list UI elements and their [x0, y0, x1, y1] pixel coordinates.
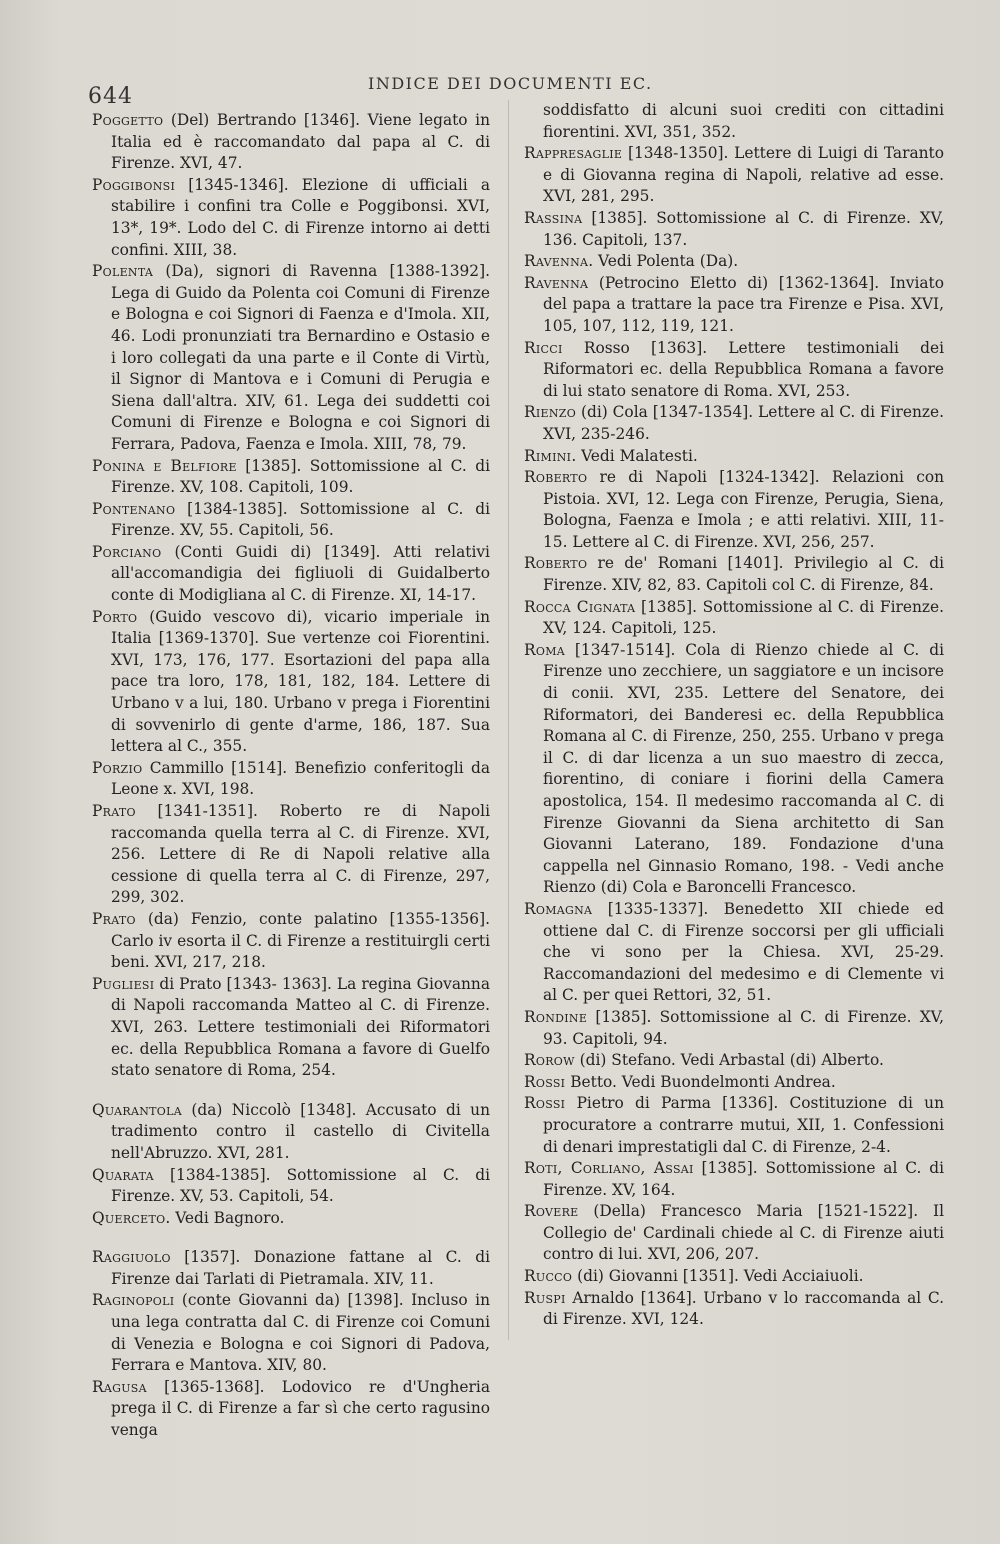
- entry-text: (Petrocino Eletto di) [1362-1364]. Inviato del papa a trattare la pace tra Firenze e Pisa. XVI, 105, 107, 112, 119, 121.: [543, 273, 944, 335]
- entry-headword: Porciano: [92, 542, 162, 561]
- entry-headword: Ravenna: [524, 273, 589, 292]
- entry-text: [1347-1514]. Cola di Rienzo chiede al C. di Firenze uno zecchiere, un saggiatore e un incisore di conii. XVI, 235. Lettere del Senatore, dei Riformatori, dei Banderesi ec. della Repubblica Romana al C. di Firenze, 250, 255. Urbano v prega il C. di dar licenza a un suo maestro di zecca, fiorentino, di coniare i fiorini della Camera apostolica, 154. Il medesimo raccomanda al C. di Firenze Giovanni da Siena architetto di San Giovanni Laterano, 189. Fondazione d'una cappella nel Ginnasio Romano, 198. - Vedi anche Rienzo (di) Cola e Baroncelli Francesco.: [543, 640, 944, 897]
- index-entry: [524, 1093, 944, 1158]
- entry-text: [1341-1351]. Roberto re di Napoli raccomanda quella terra al C. di Firenze. XVI, 256. Lettere di Re di Napoli relative alla cessione di quella terra al C. di Firenze, 297, 299, 302.: [111, 802, 490, 907]
- entry-headword: Roberto: [524, 468, 588, 487]
- entry-headword: Rassina: [524, 208, 583, 227]
- entry-headword: Raginopoli: [92, 1291, 175, 1310]
- index-entry: [524, 1072, 944, 1094]
- index-entry: [524, 208, 944, 251]
- entry-text: (da) Niccolò [1348]. Accusato di un tradimento contro il castello di Civitella nell'Abruzzo. XVI, 281.: [111, 1100, 490, 1162]
- entry-text: Rosso [1363]. Lettere testimoniali dei Riformatori ec. della Repubblica Romana a favore di lui stato senatore di Roma. XVI, 253.: [543, 338, 944, 400]
- entry-text: [1384-1385]. Sottomissione al C. di Firenze. XV, 55. Capitoli, 56.: [111, 499, 490, 540]
- index-entry: [92, 1377, 490, 1442]
- index-entry: [524, 1007, 944, 1050]
- entry-headword: Ponina e Belfiore: [92, 456, 237, 475]
- entry-headword: Rossi: [524, 1094, 566, 1113]
- entry-text: . Vedi Polenta (Da).: [588, 252, 739, 271]
- entry-headword: Ravenna: [524, 252, 589, 271]
- index-entry: [92, 499, 490, 542]
- entry-headword: Polenta: [92, 262, 154, 281]
- index-entry: [524, 1158, 944, 1201]
- entry-text: (di) Giovanni [1351]. Vedi Acciaiuoli.: [572, 1267, 864, 1286]
- entry-text: [1385]. Sottomissione al C. di Firenze. XV, 164.: [543, 1159, 944, 1199]
- entry-text: [1348-1350]. Lettere di Luigi di Taranto e di Giovanna regina di Napoli, relative ad esse. XVI, 281, 295.: [543, 144, 944, 206]
- right-column: [524, 100, 944, 1331]
- entry-text: (da) Fenzio, conte palatino [1355-1356]. Carlo iv esorta il C. di Firenze a restituirgli certi beni. XVI, 217, 218.: [111, 909, 490, 972]
- entry-text: . Vedi Bagnoro.: [165, 1208, 285, 1227]
- entry-headword: Rondine: [524, 1007, 588, 1026]
- entry-headword: Poggibonsi: [92, 175, 176, 194]
- entry-text: re de' Romani [1401]. Privilegio al C. di Firenze. XIV, 82, 83. Capitoli col C. di Firenze, 84.: [543, 554, 944, 595]
- entry-headword: Romagna: [524, 899, 593, 918]
- entry-headword: Rucco: [524, 1267, 573, 1286]
- entry-text: [1357]. Donazione fattane al C. di Firenze dai Tarlati di Pietramala. XIV, 11.: [111, 1248, 490, 1288]
- entry-text: Arnaldo [1364]. Urbano v lo raccomanda al C. di Firenze. XVI, 124.: [543, 1288, 944, 1329]
- entry-text: [1385]. Sottomissione al C. di Firenze. XV, 136. Capitoli, 137.: [543, 208, 944, 249]
- index-entry: [92, 456, 490, 499]
- entry-text: re di Napoli [1324-1342]. Relazioni con Pistoia. XVI, 12. Lega con Firenze, Perugia, Siena, Bologna, Faenza e Imola ; e atti relativi. XIII, 11-15. Lettere al C. di Firenze. XVI, 256, 257.: [543, 468, 944, 551]
- page-number: 644: [88, 84, 133, 109]
- entry-text: [1365-1368]. Lodovico re d'Ungheria prega il C. di Firenze a far sì che certo ragusino venga: [111, 1377, 490, 1440]
- entry-text: [1335-1337]. Benedetto XII chiede ed ottiene dal C. di Firenze soccorsi per gli ufficiali che vi sono per la Chiesa. XVI, 25-29. Raccomandazioni del medesimo e di Clemente vi al C. per quei Rettori, 32, 51.: [543, 899, 944, 1005]
- index-entry: [524, 402, 944, 445]
- index-entry: [524, 273, 944, 338]
- entry-headword: Quarata: [92, 1165, 154, 1184]
- entry-text: (Della) Francesco Maria [1521-1522]. Il Collegio de' Cardinali chiede al C. di Firenze aiuti contro di lui. XVI, 206, 207.: [543, 1202, 944, 1264]
- entry-headword: Pugliesi: [92, 974, 155, 993]
- entry-headword: Raggiuolo: [92, 1248, 171, 1267]
- index-entry: [524, 1050, 944, 1072]
- entry-headword: Rappresaglie: [524, 144, 623, 163]
- index-entry: [92, 542, 490, 607]
- index-entry: [524, 446, 944, 468]
- entry-headword: Porto: [92, 607, 138, 626]
- entry-text: Betto. Vedi Buondelmonti Andrea.: [565, 1072, 836, 1091]
- left-column: [92, 110, 490, 1442]
- entry-text: soddisfatto di alcuni suoi crediti con cittadini fiorentini. XVI, 351, 352.: [543, 101, 944, 141]
- index-entry: [524, 1201, 944, 1266]
- entry-headword: Ruspi: [524, 1288, 566, 1307]
- entry-text: (Del) Bertrando [1346]. Viene legato in Italia ed è raccomandato dal papa al C. di Firenze. XVI, 47.: [111, 111, 490, 173]
- entry-headword: Rimini: [524, 446, 572, 465]
- entry-headword: Ragusa: [92, 1377, 147, 1396]
- index-entry: [524, 899, 944, 1007]
- entry-headword: Rocca Cignata: [524, 597, 636, 616]
- entry-headword: Prato: [92, 802, 136, 820]
- entry-headword: Rienzo: [524, 403, 577, 422]
- index-entry: [524, 251, 944, 273]
- index-entry: [92, 1208, 490, 1230]
- index-entry: [92, 758, 490, 801]
- entry-text: . Vedi Malatesti.: [571, 446, 698, 465]
- index-entry: [92, 1290, 490, 1376]
- entry-text: (Da), signori di Ravenna [1388-1392]. Lega di Guido da Polenta coi Comuni di Firenze e Bologna e coi Signori di Faenza e d'Imola. XII, 46. Lodi pronunziati tra Bernardino e Ostasio e i loro collegati da una parte e il Conte di Virtù, il Signor di Mantova e i Comuni di Perugia e Siena dall'altra. XIV, 61. Lega dei suddetti coi Comuni di Firenze e Bologna e coi Signori di Ferrara, Padova, Faenza e Imola. XIII, 78, 79.: [111, 262, 490, 453]
- index-entry: [524, 143, 944, 208]
- entry-headword: Roma: [524, 640, 566, 659]
- entry-text: [1385]. Sottomissione al C. di Firenze. XV, 93. Capitoli, 94.: [543, 1007, 944, 1048]
- entry-text: Pietro di Parma [1336]. Costituzione di un procuratore a contrarre mutui, XII, 1. Confessioni di denari imprestatigli dal C. di Firenze, 2-4.: [543, 1094, 944, 1156]
- entry-text: di Prato [1343- 1363]. La regina Giovanna di Napoli raccomanda Matteo al C. di Firenze. XVI, 263. Lettere testimoniali dei Riformatori ec. della Repubblica Romana a favore di Guelfo stato senatore di Roma, 254.: [111, 974, 490, 1080]
- index-entry: [524, 1288, 944, 1331]
- index-entry: [92, 175, 490, 261]
- entry-headword: Poggetto: [92, 111, 164, 129]
- index-entry: [524, 338, 944, 403]
- entry-headword: Roberto: [524, 554, 588, 573]
- index-entry: [524, 640, 944, 899]
- entry-text: [1384-1385]. Sottomissione al C. di Firenze. XV, 53. Capitoli, 54.: [111, 1165, 490, 1206]
- entry-headword: Rorow: [524, 1051, 575, 1070]
- entry-text: (di) Cola [1347-1354]. Lettere al C. di Firenze. XVI, 235-246.: [543, 403, 944, 443]
- index-entry: [92, 909, 490, 974]
- entry-headword: Pontenano: [92, 499, 176, 518]
- entry-headword: Querceto: [92, 1208, 166, 1227]
- index-entry: [524, 467, 944, 553]
- entry-text: [1385]. Sottomissione al C. di Firenze. XV, 124. Capitoli, 125.: [543, 597, 945, 638]
- running-title: INDICE DEI DOCUMENTI EC.: [368, 74, 653, 93]
- index-entry: [524, 597, 944, 640]
- index-entry: [92, 1100, 490, 1165]
- index-entry: [92, 974, 490, 1082]
- entry-text: (di) Stefano. Vedi Arbastal (di) Alberto.: [574, 1051, 884, 1070]
- entry-headword: Prato: [92, 909, 136, 928]
- entry-headword: Rovere: [524, 1202, 579, 1221]
- column-divider: [508, 100, 509, 1340]
- entry-text: (Conti Guidi di) [1349]. Atti relativi all'accomandigia dei figliuoli di Guidalberto conte di Modigliana al C. di Firenze. XI, 14-17.: [111, 542, 490, 605]
- index-entry: [92, 1165, 490, 1208]
- entry-headword: Roti, Corliano, Assai: [524, 1159, 694, 1178]
- index-entry: [92, 1247, 490, 1290]
- index-entry: [92, 110, 490, 175]
- index-entry: [92, 261, 490, 455]
- entry-text: [1385]. Sottomissione al C. di Firenze. XV, 108. Capitoli, 109.: [111, 456, 490, 497]
- entry-text: (conte Giovanni da) [1398]. Incluso in una lega contratta dal C. di Firenze coi Comuni di Venezia e Bologna e coi Signori di Padova, Ferrara e Mantova. XIV, 80.: [111, 1291, 490, 1375]
- entry-headword: Porzio: [92, 758, 143, 777]
- index-entry: [524, 553, 944, 596]
- index-entry: [92, 801, 490, 909]
- entry-headword: Quarantola: [92, 1100, 182, 1119]
- entry-headword: Rossi: [524, 1072, 566, 1091]
- index-entry: [524, 100, 944, 143]
- index-entry: [92, 607, 490, 758]
- entry-text: [1345-1346]. Elezione di ufficiali a stabilire i confini tra Colle e Poggibonsi. XVI, 13*, 19*. Lodo del C. di Firenze intorno ai detti confini. XIII, 38.: [111, 175, 490, 259]
- entry-headword: Ricci: [524, 338, 563, 357]
- entry-text: Cammillo [1514]. Benefizio conferitogli da Leone x. XVI, 198.: [111, 758, 490, 799]
- index-entry: [524, 1266, 944, 1288]
- entry-text: (Guido vescovo di), vicario imperiale in Italia [1369-1370]. Sue vertenze coi Fiorentini. XVI, 173, 176, 177. Esortazioni del papa alla pace tra loro, 178, 181, 182, 184. Lettere di Urbano v a lui, 180. Urbano v prega i Fiorentini di sovvenirlo di gente d'arme, 186, 187. Sua lettera al C., 355.: [111, 607, 490, 756]
